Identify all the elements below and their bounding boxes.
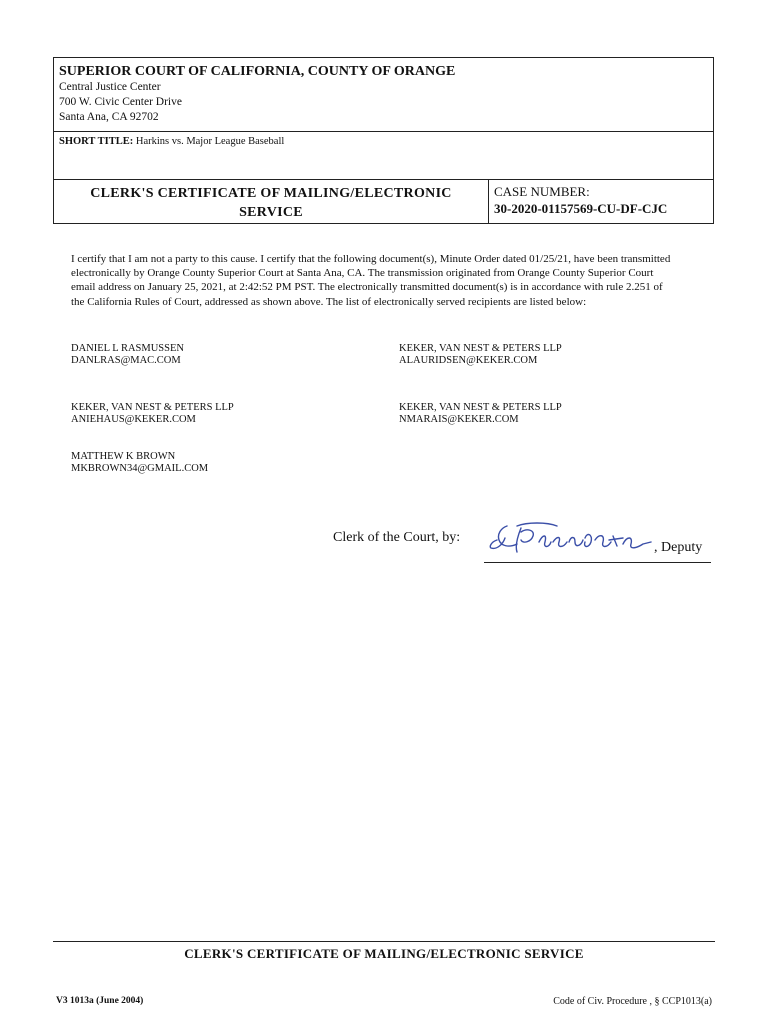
handwritten-signature	[487, 518, 657, 558]
code-reference: Code of Civ. Procedure , § CCP1013(a)	[553, 996, 712, 1007]
footer-divider	[53, 941, 715, 942]
certificate-title	[54, 180, 489, 224]
case-number-label: CASE NUMBER:	[494, 184, 590, 199]
court-facility: Central Justice Center	[59, 81, 161, 93]
short-title-block	[54, 132, 713, 180]
recipient-email: ALAURIDSEN@KEKER.COM	[399, 355, 538, 366]
recipient	[71, 402, 234, 426]
recipient	[71, 451, 208, 475]
short-title-value: Harkins vs. Major League Baseball	[135, 136, 285, 147]
court-name: SUPERIOR COURT OF CALIFORNIA, COUNTY OF ORANGE	[59, 64, 456, 79]
footer-title: CLERK'S CERTIFICATE OF MAILING/ELECTRONIC SERVICE	[184, 946, 584, 961]
recipient	[71, 343, 184, 367]
recipient-email: MKBROWN34@GMAIL.COM	[71, 463, 209, 474]
recipient-name: KEKER, VAN NEST & PETERS LLP	[399, 402, 562, 413]
case-number-block	[489, 180, 714, 224]
clerk-signature-label: Clerk of the Court, by:	[333, 530, 461, 545]
court-city: Santa Ana, CA 92702	[59, 111, 159, 123]
recipient	[399, 343, 562, 367]
recipient-email: DANLRAS@MAC.COM	[71, 355, 181, 366]
case-number: 30-2020-01157569-CU-DF-CJC	[494, 201, 668, 216]
certificate-title-line1: CLERK'S CERTIFICATE OF MAILING/ELECTRONIC	[90, 186, 452, 201]
short-title-label: SHORT TITLE:	[59, 136, 134, 147]
deputy-suffix: , Deputy	[654, 540, 703, 555]
recipient-email: NMARAIS@KEKER.COM	[399, 414, 519, 425]
certification-paragraph: I certify that I am not a party to this cause. I certify that the following document(s), Minute Order dated 01/25/21, have been transmitted electronically by Orange County Superior Court at Santa Ana, CA. The transmission originated from Orange County Superior Court email address on January 25, 2021, at 2:42:52 PM PST. The electronically transmitted document(s) is in accordance with rule 2.251 of the California Rules of Court, addressed as shown above. The list of electronically served recipients are listed below:	[71, 253, 671, 308]
recipient	[399, 402, 562, 426]
recipient-name: DANIEL L RASMUSSEN	[71, 343, 184, 354]
signature-line	[484, 562, 711, 563]
recipient-name: KEKER, VAN NEST & PETERS LLP	[399, 343, 562, 354]
court-street: 700 W. Civic Center Drive	[59, 96, 182, 108]
recipient-name: MATTHEW K BROWN	[71, 451, 176, 462]
caption-box	[53, 57, 714, 224]
recipient-email: ANIEHAUS@KEKER.COM	[71, 414, 196, 425]
recipient-name: KEKER, VAN NEST & PETERS LLP	[71, 402, 234, 413]
certificate-title-line2: SERVICE	[239, 205, 303, 220]
court-address-block	[54, 58, 713, 132]
form-id: V3 1013a (June 2004)	[56, 996, 144, 1006]
